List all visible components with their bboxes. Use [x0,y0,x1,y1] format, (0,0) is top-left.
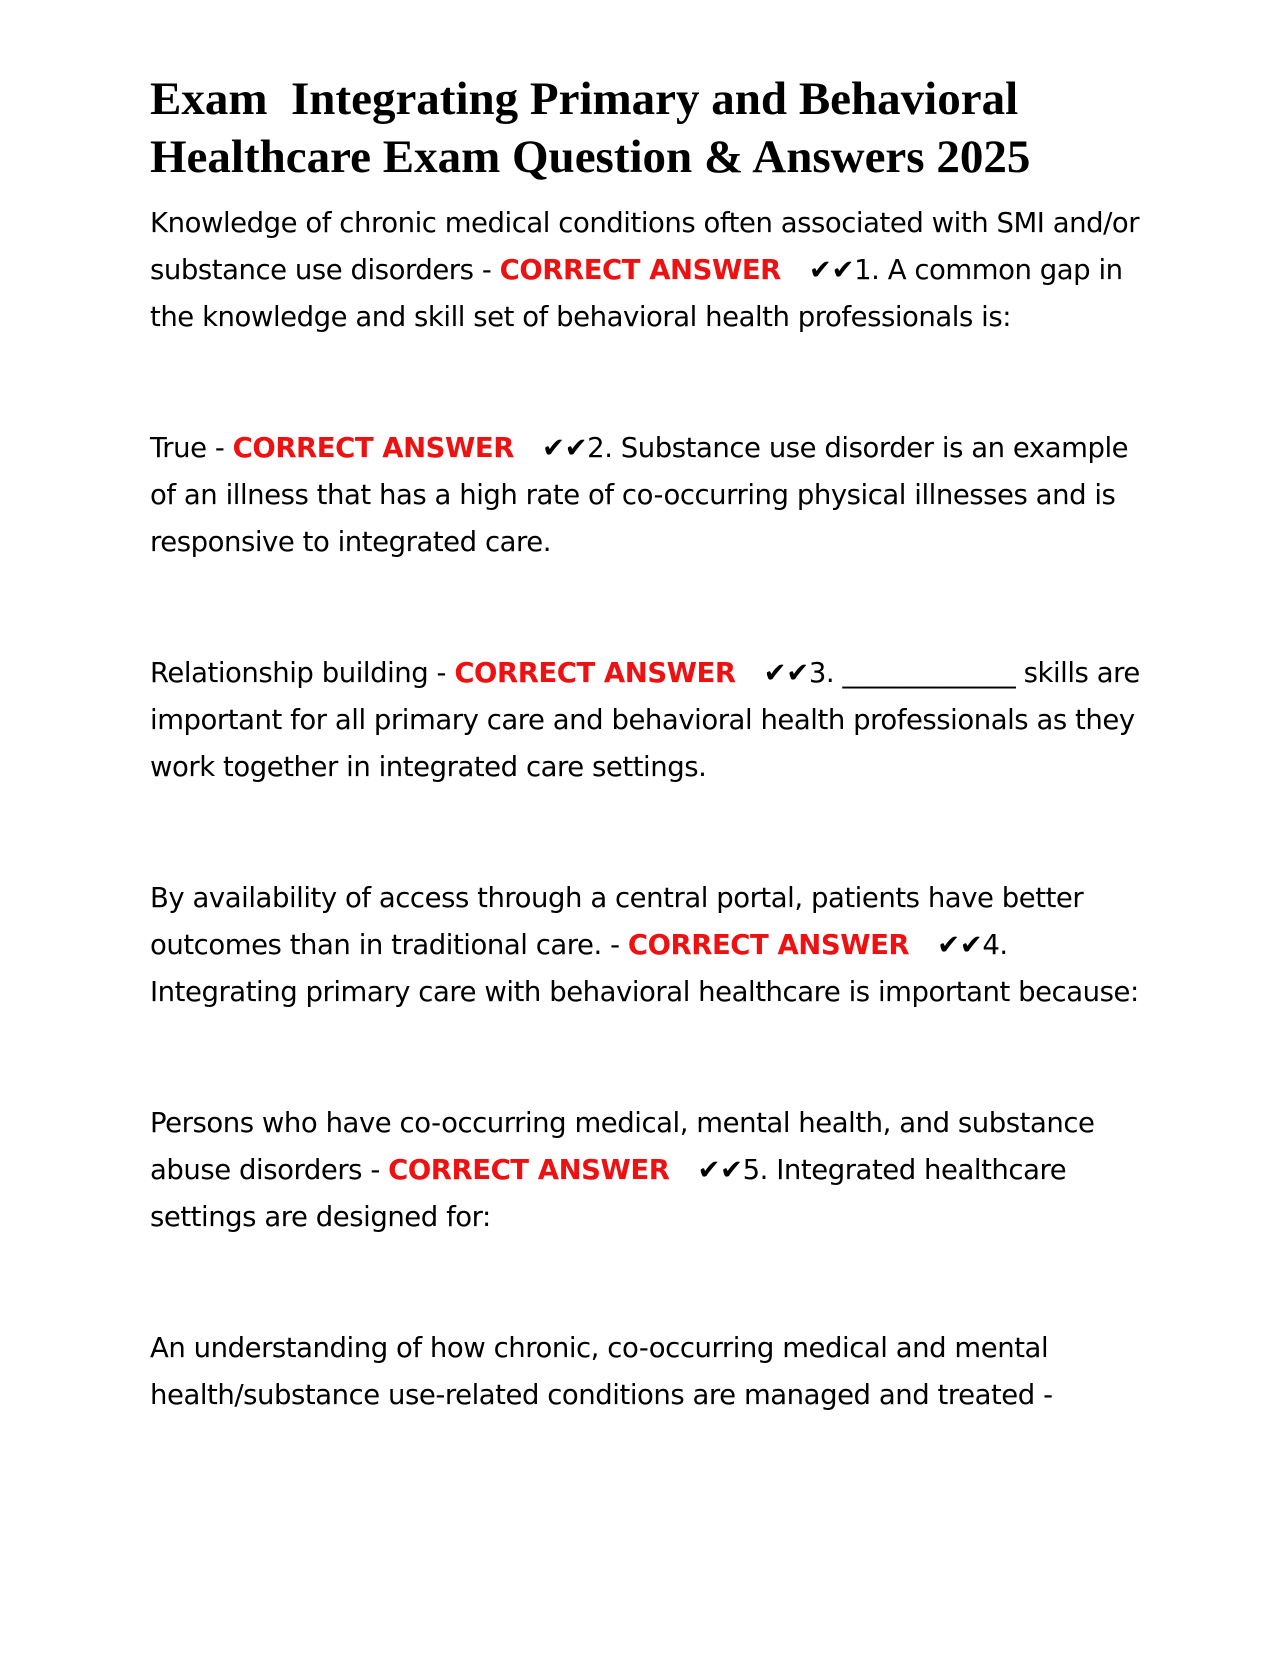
document-title: Exam Integrating Primary and Behavioral Healthcare Exam Question & Answers 2025 [150,73,1031,183]
qa-item-1 [150,200,1140,341]
answer-text: Knowledge of chronic medical conditions often associated with SMI and/or substance use disorders - [150,207,1140,286]
qa-item-6 [150,1325,1140,1419]
qa-item-5 [150,1100,1140,1241]
answer-text: Persons who have co-occurring medical, mental health, and substance abuse disorders - [150,1107,1095,1186]
double-check-icon: ✔✔ [937,929,983,961]
correct-answer-label: CORRECT ANSWER [388,1154,670,1186]
answer-text: True - [150,432,233,464]
document-page [150,70,1140,1503]
double-check-icon: ✔✔ [763,657,809,689]
correct-answer-label: CORRECT ANSWER [627,929,910,961]
double-check-icon: ✔✔ [808,254,855,286]
question-text: 4. Integrating primary care with behavioral healthcare is important because: [150,929,1139,1008]
question-text: 2. Substance use disorder is an example of an illness that has a high rate of co-occurring physical illnesses and is responsive to integrated care. [150,432,1129,558]
qa-item-4 [150,875,1140,1016]
correct-answer-label: CORRECT ANSWER [232,432,514,464]
double-check-icon: ✔✔ [541,432,588,464]
double-check-icon: ✔✔ [697,1154,743,1186]
question-text: 3. _____________ skills are important for all primary care and behavioral health professionals as they work together in integrated care settings. [150,657,1140,783]
question-text: 1. A common gap in the knowledge and skill set of behavioral health professionals is: [150,254,1123,333]
question-text: 5. Integrated healthcare settings are designed for: [150,1154,1067,1233]
answer-text: By availability of access through a central portal, patients have better outcomes than in traditional care. - [150,882,1084,961]
answer-text: An understanding of how chronic, co-occurring medical and mental health/substance use-related conditions are managed and treated - [150,1332,1053,1411]
qa-item-2 [150,425,1140,566]
correct-answer-label: CORRECT ANSWER [499,254,781,286]
qa-item-3 [150,650,1140,791]
correct-answer-label: CORRECT ANSWER [454,657,736,689]
answer-text: Relationship building - [150,657,455,689]
